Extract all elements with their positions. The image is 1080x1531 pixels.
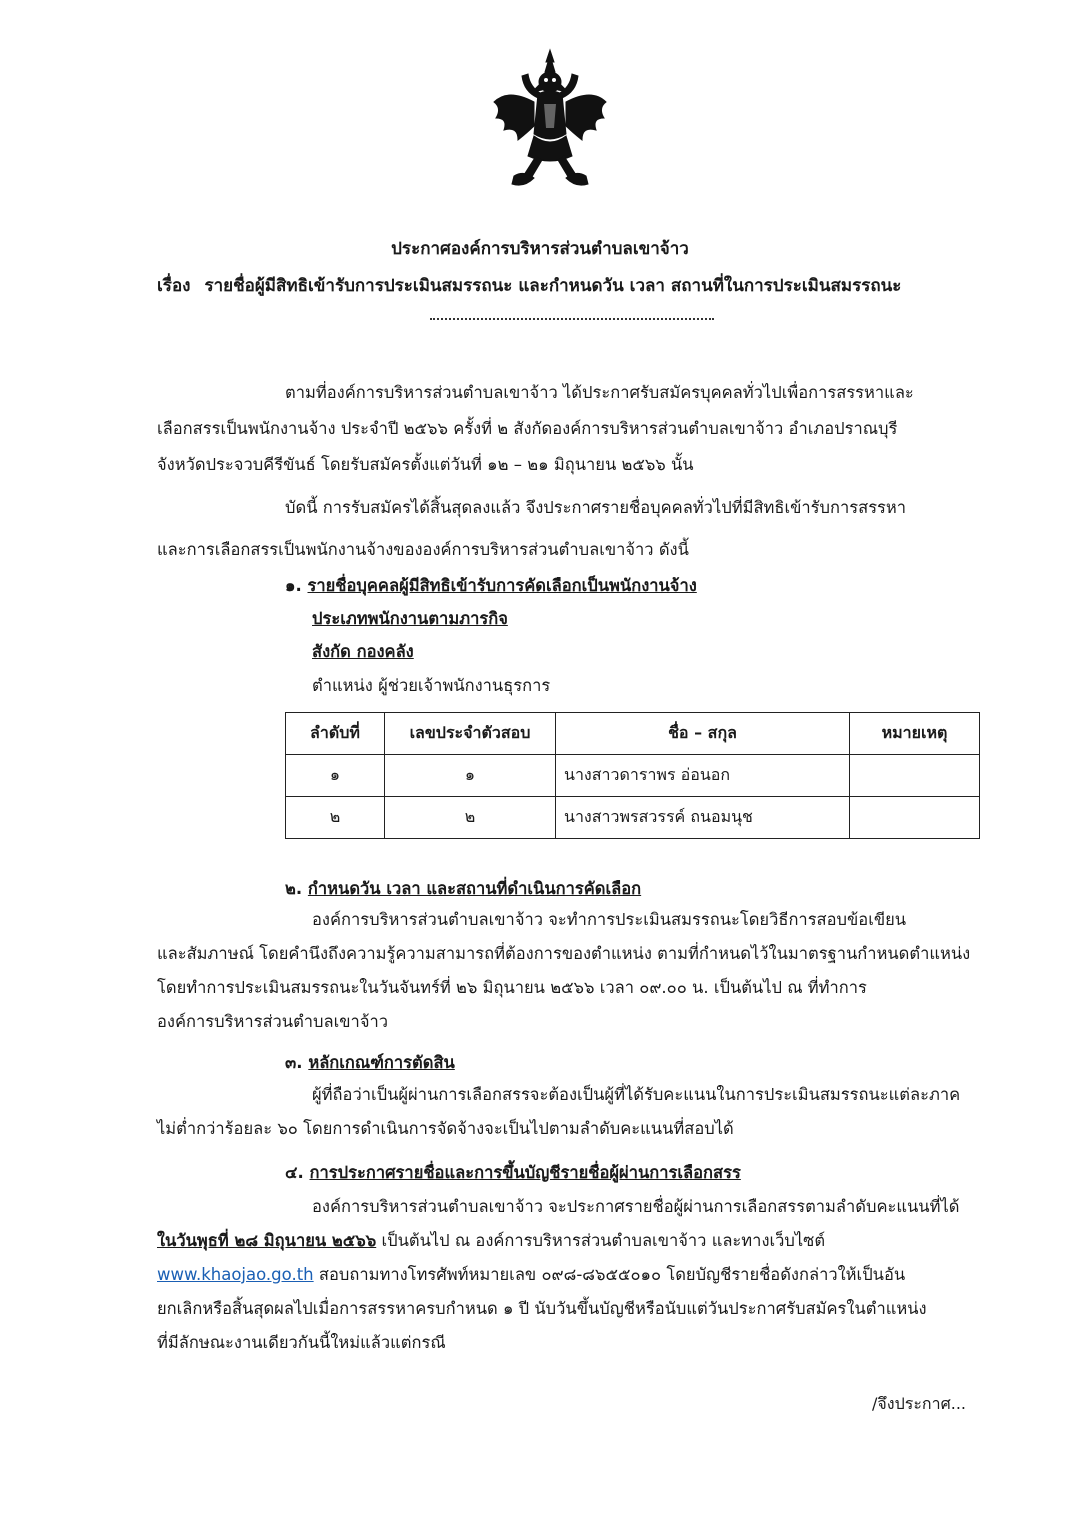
section-1-title: รายชื่อบุคคลผู้มีสิทธิเข้ารับการคัดเลือกเป็นพนักงานจ้าง [307,576,697,595]
table-row [286,755,980,797]
section-1-number: ๑. [285,576,302,595]
website-link[interactable]: www.khaojao.go.th [157,1265,314,1284]
section-3-title: หลักเกณฑ์การตัดสิน [308,1053,455,1072]
intro-line-5: และการเลือกสรรเป็นพนักงานจ้างขององค์การบริหารส่วนตำบลเขาจ้าว ดังนี้ [157,540,689,559]
section-4-line-3-rest: สอบถามทางโทรศัพท์หมายเลข ๐๙๘-๘๖๕๕๐๑๐ โดยบัญชีรายชื่อดังกล่าวให้เป็นอัน [313,1265,906,1284]
cell-exam-id: ๒ [385,797,556,839]
cell-order: ๒ [286,797,385,839]
section-4-heading [285,1160,741,1186]
section-2-line-3: โดยทำการประเมินสมรรถนะในวันจันทร์ที่ ๒๖ มิถุนายน ๒๕๖๖ เวลา ๐๙.๐๐ น. เป็นต้นไป ณ ที่ทำการ [157,978,867,997]
intro-line-4: บัดนี้ การรับสมัครได้สิ้นสุดลงแล้ว จึงประกาศรายชื่อบุคคลทั่วไปที่มีสิทธิเข้ารับการสรรหา [285,498,907,517]
cell-name: นางสาวพรสวรรค์ ถนอมนุช [556,797,850,839]
table-row [286,797,980,839]
section-3-heading [285,1050,455,1076]
header-note: หมายเหตุ [850,713,980,755]
section-1-heading [285,573,697,599]
cell-order: ๑ [286,755,385,797]
subject-text: รายชื่อผู้มีสิทธิเข้ารับการประเมินสมรรถนะ และกำหนดวัน เวลา สถานที่ในการประเมินสมรรถนะ [204,276,902,296]
header-exam-id: เลขประจำตัวสอบ [385,713,556,755]
cell-note [850,755,980,797]
intro-line-2: เลือกสรรเป็นพนักงานจ้าง ประจำปี ๒๕๖๖ ครั้งที่ ๒ สังกัดองค์การบริหารส่วนตำบลเขาจ้าว อำเภอปราณบุรี [157,419,898,438]
announcement-date: ในวันพุธที่ ๒๘ มิถุนายน ๒๕๖๖ [157,1231,377,1250]
title-separator [430,318,714,320]
section-4-line-3 [157,1262,905,1288]
intro-line-1: ตามที่องค์การบริหารส่วนตำบลเขาจ้าว ได้ประกาศรับสมัครบุคคลทั่วไปเพื่อการสรรหาและ [285,383,914,402]
section-3-line-2: ไม่ต่ำกว่าร้อยละ ๖๐ โดยการดำเนินการจัดจ้างจะเป็นไปตามลำดับคะแนนที่สอบได้ [157,1119,734,1138]
section-2-line-1: องค์การบริหารส่วนตำบลเขาจ้าว จะทำการประเมินสมรรถนะโดยวิธีการสอบข้อเขียน [312,910,907,929]
section-3-line-1: ผู้ที่ถือว่าเป็นผู้ผ่านการเลือกสรรจะต้องเป็นผู้ที่ได้รับคะแนนในการประเมินสมรรถนะแต่ละภาค [312,1085,961,1104]
subject-label: เรื่อง [157,276,191,296]
section-4-line-4: ยกเลิกหรือสิ้นสุดผลไปเมื่อการสรรหาครบกำหนด ๑ ปี นับวันขึ้นบัญชีหรือนับแต่วันประกาศรับสมัครในตำแหน่ง [157,1299,927,1318]
candidate-table [285,712,980,839]
section-3-number: ๓. [285,1053,303,1072]
announcement-title: ประกาศองค์การบริหารส่วนตำบลเขาจ้าว [391,239,689,259]
section-2-title: กำหนดวัน เวลา และสถานที่ดำเนินการคัดเลือก [307,879,642,898]
cell-name: นางสาวดาราพร อ่อนอก [556,755,850,797]
section-2-heading [285,876,641,902]
section-4-line-2 [157,1228,825,1254]
intro-line-3: จังหวัดประจวบคีรีขันธ์ โดยรับสมัครตั้งแต่วันที่ ๑๒ – ๒๑ มิถุนายน ๒๕๖๖ นั้น [157,455,694,474]
section-2-line-4: องค์การบริหารส่วนตำบลเขาจ้าว [157,1012,389,1031]
announcement-subject [157,272,997,299]
section-4-line-2-rest: เป็นต้นไป ณ องค์การบริหารส่วนตำบลเขาจ้าว และทางเว็บไซต์ [376,1231,826,1250]
header-name: ชื่อ – สกุล [556,713,850,755]
garuda-emblem-icon [488,48,612,198]
section-1-position: ตำแหน่ง ผู้ช่วยเจ้าพนักงานธุรการ [312,676,551,695]
table-header-row [286,713,980,755]
section-2-number: ๒. [285,879,303,898]
header-order: ลำดับที่ [286,713,385,755]
cell-exam-id: ๑ [385,755,556,797]
section-4-line-5: ที่มีลักษณะงานเดียวกันนี้ใหม่แล้วแต่กรณี [157,1333,446,1352]
continuation-note: /จึงประกาศ... [872,1394,967,1413]
cell-note [850,797,980,839]
section-4-line-1: องค์การบริหารส่วนตำบลเขาจ้าว จะประกาศรายชื่อผู้ผ่านการเลือกสรรตามลำดับคะแนนที่ได้ [312,1197,960,1216]
section-1-dept: สังกัด กองคลัง [312,642,414,661]
section-4-title: การประกาศรายชื่อและการขึ้นบัญชีรายชื่อผู้ผ่านการเลือกสรร [309,1163,741,1182]
section-4-number: ๔. [285,1163,304,1182]
section-1-type: ประเภทพนักงานตามภารกิจ [312,609,508,628]
section-2-line-2: และสัมภาษณ์ โดยคำนึงถึงความรู้ความสามารถที่ต้องการของตำแหน่ง ตามที่กำหนดไว้ในมาตรฐานกำหนดตำแหน่ง [157,944,971,963]
